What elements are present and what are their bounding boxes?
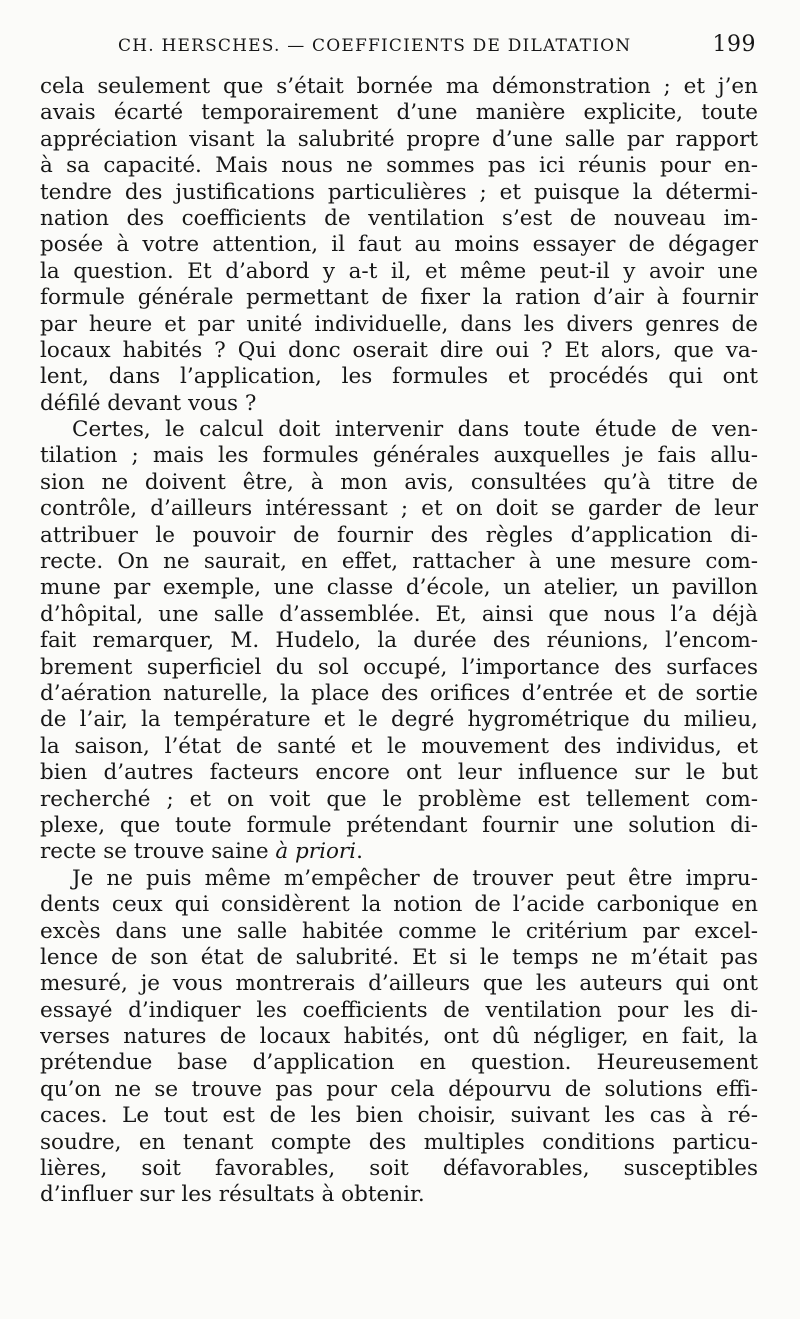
- text-line: sion ne doivent être, à mon avis, consultées qu’à titre de: [40, 469, 758, 495]
- text-line: mesuré, je vous montrerais d’ailleurs que les auteurs qui ont: [40, 971, 758, 997]
- text-line: de l’air, la température et le degré hygrométrique du milieu,: [40, 707, 758, 733]
- italic-phrase: à priori: [275, 839, 357, 865]
- text-line: appréciation visant la salubrité propre d’une salle par rapport: [40, 126, 758, 152]
- text-line: caces. Le tout est de les bien choisir, suivant les cas à ré-: [40, 1103, 758, 1129]
- text-line: attribuer le pouvoir de fournir des règles d’application di-: [40, 522, 758, 548]
- text-line: formule générale permettant de fixer la ration d’air à fournir: [40, 285, 758, 311]
- text-line: soudre, en tenant compte des multiples conditions particu-: [40, 1129, 758, 1155]
- text-line: brement superficiel du sol occupé, l’importance des surfaces: [40, 654, 758, 680]
- text-line: fait remarquer, M. Hudelo, la durée des réunions, l’encom-: [40, 628, 758, 654]
- text-line: recte. On ne saurait, en effet, rattacher à une mesure com-: [40, 549, 758, 575]
- text-line: lence de son état de salubrité. Et si le temps ne m’était pas: [40, 944, 758, 970]
- paragraph: [40, 74, 758, 417]
- text-line: recherché ; et on voit que le problème est tellement com-: [40, 786, 758, 812]
- paragraph: [40, 417, 758, 866]
- text-line: défilé devant vous ?: [40, 390, 257, 416]
- text-line: plexe, que toute formule prétendant fournir une solution di-: [40, 812, 758, 838]
- text-line: [40, 839, 758, 865]
- text-line: d’hôpital, une salle d’assemblée. Et, ainsi que nous l’a déjà: [40, 601, 758, 627]
- body-text: [40, 74, 758, 1209]
- text-line: locaux habités ? Qui donc oserait dire oui ? Et alors, que va-: [40, 337, 758, 363]
- text-line: la question. Et d’abord y a-t il, et même peut-il y avoir une: [40, 258, 758, 284]
- text-span: .: [356, 839, 363, 865]
- text-line: Certes, le calcul doit intervenir dans toute étude de ven-: [72, 417, 758, 443]
- text-line: dents ceux qui considèrent la notion de l’acide carbonique en: [40, 892, 758, 918]
- text-line: lières, soit favorables, soit défavorables, susceptibles: [40, 1156, 758, 1182]
- text-line: prétendue base d’application en question. Heureusement: [40, 1050, 758, 1076]
- text-line: tilation ; mais les formules générales auxquelles je fais allu-: [40, 443, 758, 469]
- text-line: d’influer sur les résultats à obtenir.: [40, 1182, 425, 1208]
- text-line: contrôle, d’ailleurs intéressant ; et on doit se garder de leur: [40, 496, 758, 522]
- text-line: d’aération naturelle, la place des orifices d’entrée et de sortie: [40, 680, 758, 706]
- text-line: posée à votre attention, il faut au moins essayer de dégager: [40, 232, 758, 258]
- text-line: qu’on ne se trouve pas pour cela dépourvu de solutions effi-: [40, 1076, 758, 1102]
- text-line: verses natures de locaux habités, ont dû négliger, en fait, la: [40, 1024, 758, 1050]
- text-line: nation des coefficients de ventilation s’est de nouveau im-: [40, 205, 758, 231]
- page-header: [40, 32, 758, 72]
- text-line: à sa capacité. Mais nous ne sommes pas ici réunis pour en-: [40, 153, 758, 179]
- text-line: la saison, l’état de santé et le mouvement des individus, et: [40, 733, 758, 759]
- text-line: cela seulement que s’était bornée ma démonstration ; et j’en: [40, 74, 758, 99]
- text-line: mune par exemple, une classe d’école, un atelier, un pavillon: [40, 575, 758, 601]
- text-line: par heure et par unité individuelle, dans les divers genres de: [40, 311, 758, 337]
- text-line: tendre des justifications particulières ; et puisque la détermi-: [40, 179, 758, 205]
- running-head: CH. HERSCHES. — COEFFICIENTS DE DILATATION: [118, 36, 632, 56]
- text-line: excès dans une salle habitée comme le critérium par excel-: [40, 918, 758, 944]
- page-number: 199: [712, 32, 756, 57]
- text-span: recte se trouve saine: [40, 839, 276, 865]
- text-line: bien d’autres facteurs encore ont leur influence sur le but: [40, 760, 758, 786]
- text-line: lent, dans l’application, les formules et procédés qui ont: [40, 364, 758, 390]
- text-line: essayé d’indiquer les coefficients de ventilation pour les di-: [40, 997, 758, 1023]
- text-line: Je ne puis même m’empêcher de trouver peut être impru-: [72, 865, 758, 891]
- paragraph: [40, 866, 758, 1209]
- text-line: avais écarté temporairement d’une manière explicite, toute: [40, 100, 758, 126]
